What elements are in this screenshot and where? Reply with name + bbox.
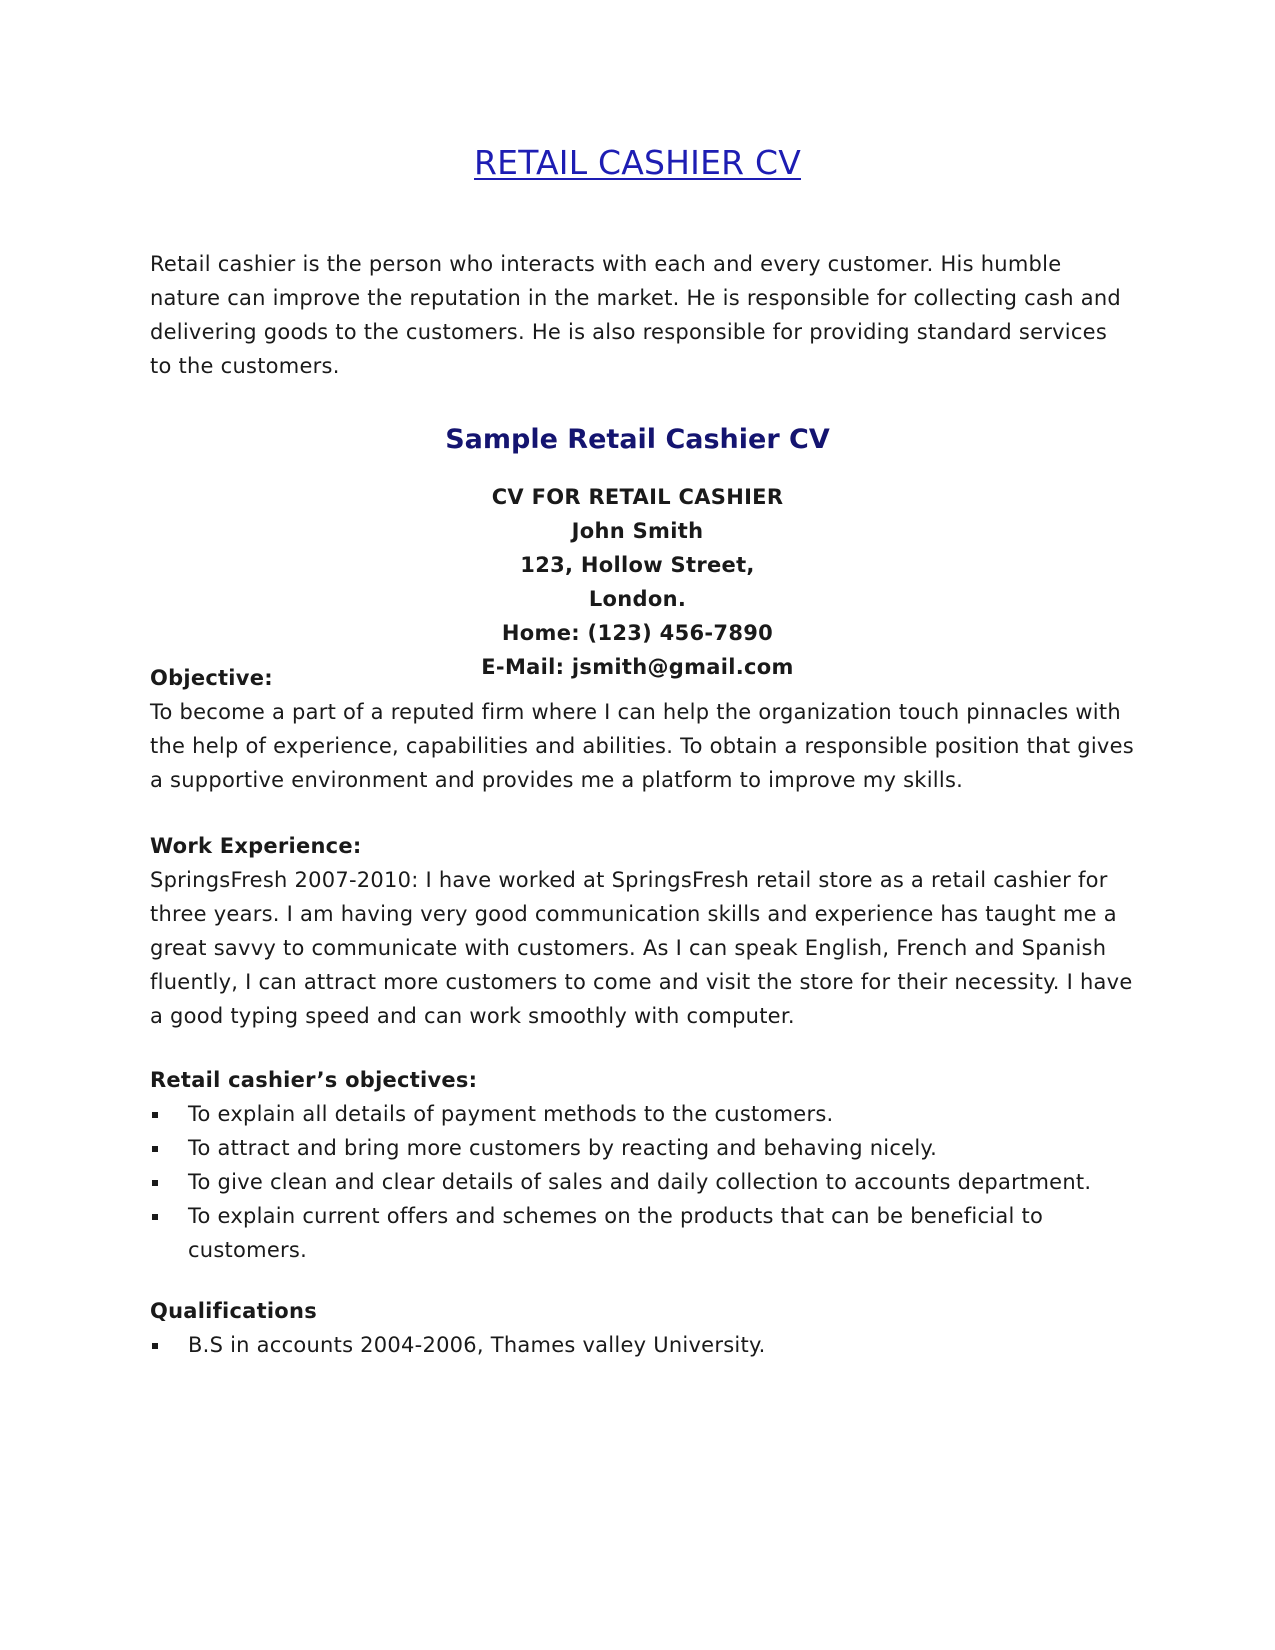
bullet-icon: [152, 1343, 158, 1349]
list-item: [150, 1199, 1140, 1267]
bullet-icon: [152, 1214, 158, 1220]
document-title[interactable]: RETAIL CASHIER CV: [474, 143, 801, 182]
address-city: London.: [588, 587, 687, 611]
list-item: [150, 1165, 1140, 1199]
qualifications-title: Qualifications: [150, 1299, 317, 1323]
list-item-text: B.S in accounts 2004-2006, Thames valley University.: [188, 1333, 766, 1357]
list-item-text: To give clean and clear details of sales and daily collection to accounts department.: [188, 1170, 1092, 1194]
bullet-icon: [152, 1146, 158, 1152]
phone-number: Home: (123) 456-7890: [501, 621, 774, 645]
candidate-name: John Smith: [571, 519, 704, 543]
objective-title: Objective:: [150, 666, 273, 690]
intro-paragraph: Retail cashier is the person who interacts with each and every customer. His humble nature can improve the reputation in the market. He is responsible for collecting cash and delivering goods to the customers. He is also responsible for providing standard services to the customers.: [150, 252, 1121, 378]
cv-label: CV FOR RETAIL CASHIER: [491, 485, 784, 509]
list-item-text: To explain all details of payment methods to the customers.: [188, 1102, 834, 1126]
list-item-text: To attract and bring more customers by reacting and behaving nicely.: [188, 1136, 938, 1160]
qualifications-list: [150, 1328, 1140, 1362]
list-item: [150, 1097, 1140, 1131]
email-address: E-Mail: jsmith@gmail.com: [481, 655, 794, 679]
objective-text: To become a part of a reputed firm where I can help the organization touch pinnacles with the help of experience, capabilities and abilities. To obtain a responsible position that gives a supportive environment and provides me a platform to improve my skills.: [150, 700, 1134, 792]
sample-heading: Sample Retail Cashier CV: [445, 424, 830, 455]
cashier-objectives-list: [150, 1097, 1140, 1267]
cashier-objectives-section: [150, 1063, 1140, 1267]
work-experience-section: [150, 829, 1140, 1033]
objective-section: [150, 661, 1140, 797]
list-item: [150, 1328, 1140, 1362]
work-experience-text: SpringsFresh 2007-2010: I have worked at SpringsFresh retail store as a retail cashier for three years. I am having very good communication skills and experience has taught me a great savvy to communicate with customers. As I can speak English, French and Spanish fluently, I can attract more customers to come and visit the store for their necessity. I have a good typing speed and can work smoothly with computer.: [150, 868, 1133, 1028]
cv-header: [0, 480, 1275, 684]
bullet-icon: [152, 1180, 158, 1186]
bullet-icon: [152, 1112, 158, 1118]
address-street: 123, Hollow Street,: [520, 553, 755, 577]
list-item-text: To explain current offers and schemes on the products that can be beneficial to customers.: [188, 1204, 1044, 1262]
list-item: [150, 1131, 1140, 1165]
qualifications-section: [150, 1294, 1140, 1362]
cashier-objectives-title: Retail cashier’s objectives:: [150, 1068, 478, 1092]
work-experience-title: Work Experience:: [150, 834, 362, 858]
